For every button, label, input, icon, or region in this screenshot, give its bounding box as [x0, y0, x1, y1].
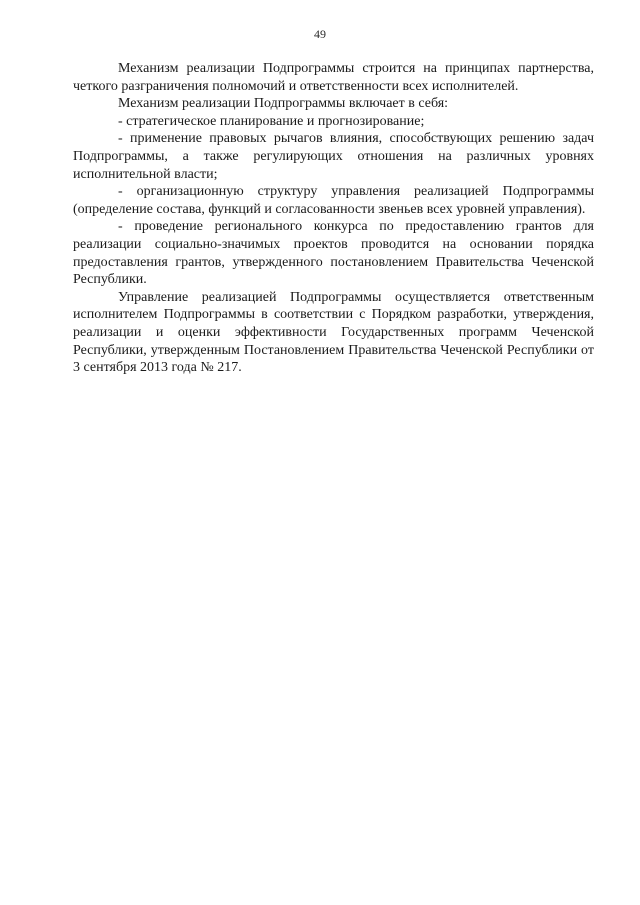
list-item-legal-levers: - применение правовых рычагов влияния, способствующих решению задач Подпрограммы, а также регулирующих отношения на различных уровнях исполнительной власти;	[73, 131, 594, 182]
list-item-strategic-planning: - стратегическое планирование и прогнозирование;	[118, 113, 425, 129]
paragraph-program-management: Управление реализацией Подпрограммы осуществляется ответственным исполнителем Подпрограммы в соответствии с Порядком разработки, утверждения, реализации и оценки эффективности Государственных программ Чеченской Республики, утвержденным Постановлением Правительства Чеченской Республики от 3 сентября 2013 года № 217.	[73, 289, 594, 376]
document-body	[73, 60, 594, 377]
paragraph-partnership-principles: Механизм реализации Подпрограммы строится на принципах партнерства, четкого разграничения полномочий и ответственности всех исполнителей.	[73, 61, 594, 94]
list-item-grant-competition: - проведение регионального конкурса по предоставлению грантов для реализации социально-значимых проектов проводится на основании порядка предоставления грантов, утвержденного постановлением Правительства Чеченской Республики.	[73, 219, 594, 288]
list-item-organizational-structure: - организационную структуру управления реализацией Подпрограммы (определение состава, функций и согласованности звеньев всех уровней управления).	[73, 184, 594, 217]
page-number: 49	[314, 27, 326, 41]
paragraph-mechanism-includes: Механизм реализации Подпрограммы включает в себя:	[118, 96, 449, 112]
